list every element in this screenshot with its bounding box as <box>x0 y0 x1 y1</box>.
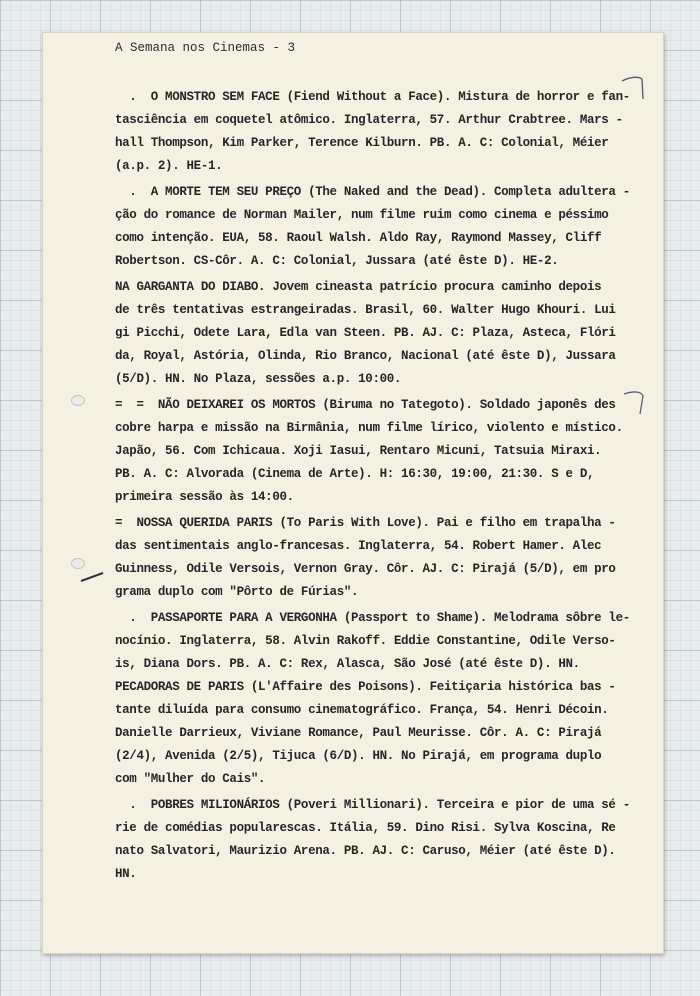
text-line: grama duplo com "Pôrto de Fúrias". <box>115 585 359 599</box>
text-line: (2/4), Avenida (2/5), Tijuca (6/D). HN. No Pirajá, em programa duplo <box>115 749 602 763</box>
text-line: (5/D). HN. No Plaza, sessões a.p. 10:00. <box>115 372 402 386</box>
text-line: hall Thompson, Kim Parker, Terence Kilburn. PB. A. C: Colonial, Méier <box>115 136 609 150</box>
text-line: com "Mulher do Cais". <box>115 772 266 786</box>
text-line: . POBRES MILIONÁRIOS (Poveri Millionari). Terceira e pior de uma sé - <box>115 798 630 812</box>
text-line: NA GARGANTA DO DIABO. Jovem cineasta patrício procura caminho depois <box>115 280 602 294</box>
text-line: nato Salvatori, Maurizio Arena. PB. AJ. C: Caruso, Méier (até êste D). <box>115 844 616 858</box>
text-line: gi Picchi, Odete Lara, Edla van Steen. PB. AJ. C: Plaza, Asteca, Flóri <box>115 326 616 340</box>
binder-hole <box>71 558 85 569</box>
text-line: . PASSAPORTE PARA A VERGONHA (Passport to Shame). Melodrama sôbre le- <box>115 611 630 625</box>
text-line: . A MORTE TEM SEU PREÇO (The Naked and the Dead). Completa adultera - <box>115 185 630 199</box>
text-line: PB. A. C: Alvorada (Cinema de Arte). H: 16:30, 19:00, 21:30. S e D, <box>115 467 595 481</box>
text-line: tante diluída para consumo cinematográfico. França, 54. Henri Décoin. <box>115 703 609 717</box>
text-line: . O MONSTRO SEM FACE (Fiend Without a Face). Mistura de horror e fan- <box>115 90 630 104</box>
text-line: is, Diana Dors. PB. A. C: Rex, Alasca, São José (até êste D). HN. <box>115 657 580 671</box>
pen-mark-tick <box>79 569 107 585</box>
text-line: primeira sessão às 14:00. <box>115 490 294 504</box>
text-line: Japão, 56. Com Ichicaua. Xoji Iasui, Rentaro Micuni, Tatsuia Miraxi. <box>115 444 602 458</box>
pen-mark-bracket <box>621 388 651 420</box>
text-line: Robertson. CS-Côr. A. C: Colonial, Jussara (até êste D). HE-2. <box>115 254 559 268</box>
text-line: tasciência em coquetel atômico. Inglaterra, 57. Arthur Crabtree. Mars - <box>115 113 623 127</box>
text-line: PECADORAS DE PARIS (L'Affaire des Poisons). Feitiçaria histórica bas - <box>115 680 616 694</box>
binder-hole <box>71 395 85 406</box>
text-line: nocínio. Inglaterra, 58. Alvin Rakoff. Eddie Constantine, Odile Verso- <box>115 634 616 648</box>
text-line: das sentimentais anglo-francesas. Inglaterra, 54. Robert Hamer. Alec <box>115 539 602 553</box>
document-page <box>42 32 664 954</box>
text-line: como intenção. EUA, 58. Raoul Walsh. Aldo Ray, Raymond Massey, Cliff <box>115 231 602 245</box>
text-line: cobre harpa e missão na Birmânia, num filme lírico, violento e místico. <box>115 421 623 435</box>
text-line: HN. <box>115 867 137 881</box>
text-line: (a.p. 2). HE-1. <box>115 159 223 173</box>
text-line: Danielle Darrieux, Viviane Romance, Paul Meurisse. Côr. A. C: Pirajá <box>115 726 602 740</box>
text-line: rie de comédias popularescas. Itália, 59. Dino Risi. Sylva Koscina, Re <box>115 821 616 835</box>
text-line: = = NÃO DEIXAREI OS MORTOS (Biruma no Tategoto). Soldado japonês des <box>115 398 616 412</box>
text-line: ção do romance de Norman Mailer, num filme ruim como cinema e péssimo <box>115 208 609 222</box>
text-line: da, Royal, Astória, Olinda, Rio Branco, Nacional (até êste D), Jussara <box>115 349 616 363</box>
text-line: = NOSSA QUERIDA PARIS (To Paris With Love). Pai e filho em trapalha - <box>115 516 616 530</box>
page-header: A Semana nos Cinemas - 3 <box>115 41 296 55</box>
text-line: Guinness, Odile Versois, Vernon Gray. Côr. AJ. C: Pirajá (5/D), em pro <box>115 562 616 576</box>
text-line: de três tentativas estrangeiradas. Brasil, 60. Walter Hugo Khouri. Lui <box>115 303 616 317</box>
